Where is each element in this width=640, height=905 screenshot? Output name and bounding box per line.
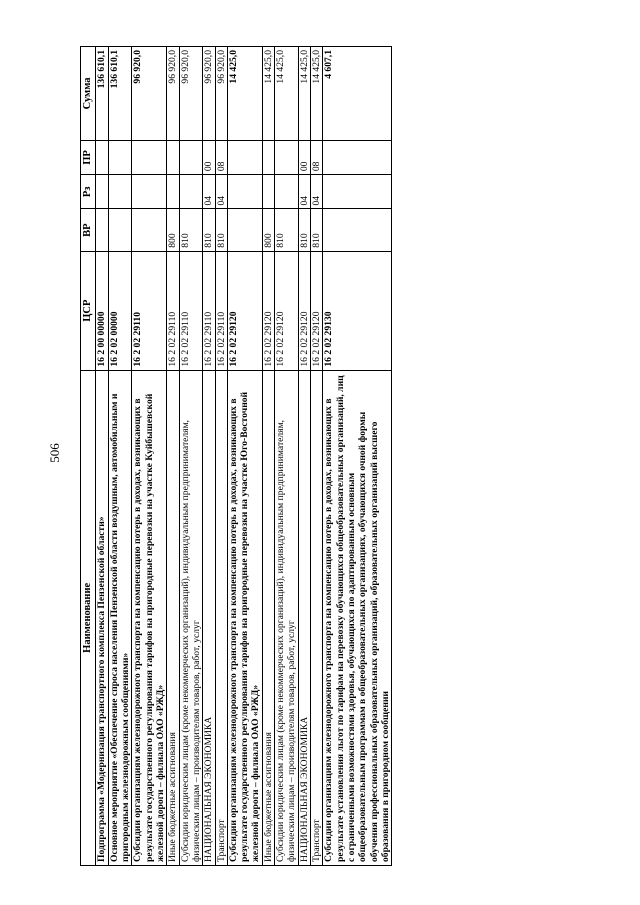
cell-pr: 08 [215,140,227,174]
cell-vr: 810 [215,209,227,251]
cell-pr [323,140,392,174]
cell-vr: 810 [179,209,203,251]
table-row [298,47,310,866]
cell-sum: 96 920,0 [179,47,203,141]
cell-name: Субсидии юридическим лицам (кроме некоммерческих организаций), индивидуальным предпринимателям, физическим лицам – производителям товаров, работ, услуг [275,370,299,865]
table-row [167,47,179,866]
cell-pr [108,140,132,174]
cell-sum: 4 607,1 [323,47,392,141]
cell-name: Транспорт [311,370,323,865]
cell-rz [167,175,179,209]
cell-name: Транспорт [215,370,227,865]
cell-pr [96,140,108,174]
cell-vr: 810 [298,209,310,251]
header-sum: Сумма [81,47,96,141]
cell-pr [179,140,203,174]
table-row [132,47,167,866]
cell-sum: 96 920,0 [215,47,227,141]
cell-csr: 16 2 02 29120 [227,251,262,370]
header-name: Наименование [81,370,96,865]
cell-csr: 16 2 02 29120 [311,251,323,370]
cell-csr: 16 2 02 29120 [275,251,299,370]
cell-csr: 16 2 02 29120 [298,251,310,370]
cell-name: Иные бюджетные ассигнования [262,370,274,865]
table-row [179,47,203,866]
table-row [311,47,323,866]
table-row [96,47,108,866]
cell-pr [275,140,299,174]
cell-pr [167,140,179,174]
cell-rz: 04 [203,175,215,209]
cell-csr: 16 2 02 29110 [215,251,227,370]
cell-name: Основное мероприятие «Обеспечение спроса населения Пензенской области воздушным, автомобильным и пригородным железнодорожным сообщениями» [108,370,132,865]
table-row [108,47,132,866]
cell-vr: 800 [167,209,179,251]
table-row [275,47,299,866]
cell-name: Субсидии организациям железнодорожного транспорта на компенсацию потерь в доходах, возникающих в результате государственного регулирования тарифов на пригородные перевозки на участке Куйбышевской железной дороги – филиала ОАО «РЖД» [132,370,167,865]
cell-name: НАЦИОНАЛЬНАЯ ЭКОНОМИКА [298,370,310,865]
cell-sum: 96 920,0 [203,47,215,141]
cell-rz [96,175,108,209]
cell-pr: 00 [203,140,215,174]
cell-sum: 136 610,1 [96,47,108,141]
cell-sum: 14 425,0 [298,47,310,141]
header-vr: ВР [81,209,96,251]
cell-rz: 04 [311,175,323,209]
cell-csr: 16 2 02 29110 [203,251,215,370]
cell-vr [108,209,132,251]
cell-csr: 16 2 02 00000 [108,251,132,370]
cell-rz [108,175,132,209]
cell-rz [262,175,274,209]
cell-rz [179,175,203,209]
header-pr: ПР [81,140,96,174]
cell-name: Субсидии организациям железнодорожного транспорта на компенсацию потерь в доходах, возникающих в результате государственного регулирования тарифов на пригородные перевозки на участке Юго-Восточной железной дороги – филиала ОАО «РЖД» [227,370,262,865]
table-header-row [81,47,96,866]
cell-csr: 16 2 02 29110 [167,251,179,370]
cell-rz [275,175,299,209]
page-number: 506 [47,443,62,463]
table-row [227,47,262,866]
header-csr: ЦСР [81,251,96,370]
cell-name: Подпрограмма «Модернизация транспортного комплекса Пензенской области» [96,370,108,865]
cell-sum: 14 425,0 [275,47,299,141]
cell-sum: 14 425,0 [227,47,262,141]
cell-name: Иные бюджетные ассигнования [167,370,179,865]
cell-pr [262,140,274,174]
table-body [96,47,392,866]
cell-vr [227,209,262,251]
cell-pr [132,140,167,174]
cell-csr: 16 2 02 29110 [179,251,203,370]
cell-sum: 96 920,0 [132,47,167,141]
budget-table [80,46,392,866]
cell-name: Субсидии юридическим лицам (кроме некоммерческих организаций), индивидуальным предпринимателям, физическим лицам – производителям товаров, работ, услуг [179,370,203,865]
cell-rz: 04 [215,175,227,209]
cell-sum: 14 425,0 [262,47,274,141]
cell-sum: 14 425,0 [311,47,323,141]
cell-vr [132,209,167,251]
cell-pr [227,140,262,174]
cell-vr: 810 [203,209,215,251]
table-row [323,47,392,866]
cell-csr: 16 2 02 29120 [262,251,274,370]
cell-sum: 96 920,0 [167,47,179,141]
cell-vr [96,209,108,251]
cell-name: НАЦИОНАЛЬНАЯ ЭКОНОМИКА [203,370,215,865]
table-row [262,47,274,866]
cell-rz: 04 [298,175,310,209]
cell-rz [227,175,262,209]
cell-vr: 810 [275,209,299,251]
cell-pr: 00 [298,140,310,174]
cell-vr: 810 [311,209,323,251]
table-row [215,47,227,866]
cell-rz [132,175,167,209]
cell-vr: 800 [262,209,274,251]
cell-rz [323,175,392,209]
cell-vr [323,209,392,251]
cell-csr: 16 2 00 00000 [96,251,108,370]
budget-table-container [80,46,460,866]
table-row [203,47,215,866]
cell-sum: 136 610,1 [108,47,132,141]
header-rz: Рз [81,175,96,209]
cell-name: Субсидии организациям железнодорожного транспорта на компенсацию потерь в доходах, возникающих в результате установления льгот по тарифам на перевозку обучающихся общеобразовательных организаций, лиц с ограниченными возможностями здоровья, обучающихся по адаптированным основным общеобразовательным программам в общеобразовательных организациях, обучающихся очной формы обучения профессиональных образовательных организаций, образовательных организаций высшего образования в пригородном сообщении [323,370,392,865]
cell-pr: 08 [311,140,323,174]
cell-csr: 16 2 02 29130 [323,251,392,370]
cell-csr: 16 2 02 29110 [132,251,167,370]
